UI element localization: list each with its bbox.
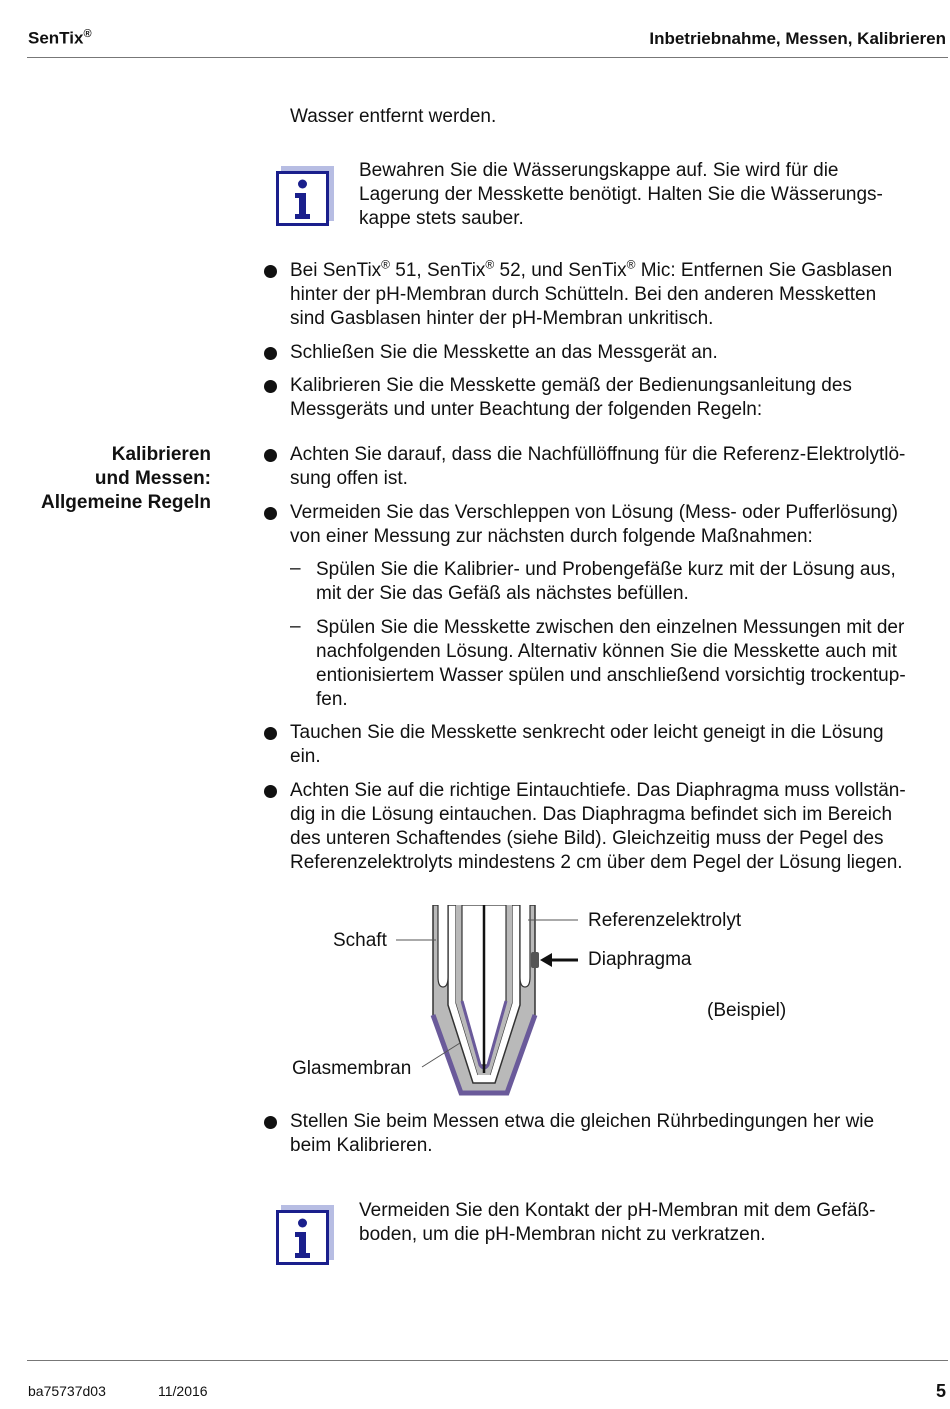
page-number: 5 [935, 1381, 946, 1401]
subrule-2-line-2: nachfolgenden Lösung. Alternativ können Sie die Messkette auch mit [316, 641, 897, 662]
rule-4-line-3: des unteren Schaftendes (siehe Bild). Gleichzeitig muss der Pegel des [290, 828, 884, 849]
section-title: Inbetriebnahme, Messen, Kalibrieren [649, 29, 946, 48]
bullet-marker [264, 347, 277, 360]
bullet-marker [264, 727, 277, 740]
bullet-gasblasen-line-3: sind Gasblasen hinter der pH-Membran unkritisch. [290, 308, 714, 329]
left-chamber [438, 905, 448, 987]
diaphragm-arrow-head [540, 953, 552, 967]
side-heading-line-1: Kalibrieren [111, 444, 211, 465]
figure-label-glasmembran: Glasmembran [292, 1058, 412, 1079]
subrule-spuelen-messkette [316, 616, 906, 712]
subrule-spuelen-gefaesse [316, 558, 896, 606]
bullet-gasblasen [290, 259, 892, 331]
rule-4-line-2: dig in die Lösung eintauchen. Das Diaphragma befindet sich im Bereich [290, 804, 893, 825]
info-icon [276, 166, 334, 226]
dash-marker: – [290, 558, 301, 579]
bullet-marker [264, 380, 277, 393]
bullet-kalibrieren-line-2: Messgeräts und unter Beachtung der folgenden Regeln: [290, 399, 763, 420]
bullet-gasblasen-line-2: hinter der pH-Membran durch Schütteln. Bei den anderen Messketten [290, 284, 877, 305]
footer-rule [27, 1360, 948, 1361]
header-rule [27, 57, 948, 58]
diaphragm-plug [531, 952, 539, 968]
info-note-2-line-2: boden, um die pH-Membran nicht zu verkratzen. [359, 1224, 766, 1245]
right-chamber [520, 905, 530, 987]
rule-2-line-1: Vermeiden Sie das Verschleppen von Lösung (Mess- oder Pufferlösung) [290, 502, 899, 523]
footer-doc-id: ba75737d03 [28, 1383, 106, 1399]
brand-name: SenTix [28, 28, 84, 48]
rule-1-line-1: Achten Sie darauf, dass die Nachfüllöffnung für die Referenz-Elektrolytlö- [290, 444, 906, 465]
subrule-2-line-4: fen. [316, 689, 348, 710]
rule-nachfuelloeffnung [290, 443, 905, 491]
rule-verschleppen [290, 501, 898, 549]
bullet-anschliessen: Schließen Sie die Messkette an das Messgerät an. [290, 342, 718, 363]
rule-3-line-1: Tauchen Sie die Messkette senkrecht oder leicht geneigt in die Lösung [290, 722, 884, 743]
rule-1-line-2: sung offen ist. [290, 468, 408, 489]
bullet-gasblasen-line-1: Bei SenTix® 51, SenTix® 52, und SenTix® Mic: Entfernen Sie Gasblasen [290, 257, 893, 281]
figure-label-diaphragma: Diaphragma [588, 949, 692, 970]
bullet-kalibrieren-line-1: Kalibrieren Sie die Messkette gemäß der Bedienungsanleitung des [290, 375, 852, 396]
bullet-kalibrieren [290, 374, 852, 422]
side-heading-line-3: Allgemeine Regeln [41, 492, 211, 513]
side-heading [41, 443, 211, 515]
rule-4-line-1: Achten Sie auf die richtige Eintauchtiefe. Das Diaphragma muss vollstän- [290, 780, 906, 801]
footer-date: 11/2016 [158, 1383, 208, 1399]
rule-ruehrbedingungen [290, 1110, 874, 1158]
info-icon [276, 1205, 334, 1265]
info-note-1-line-2: Lagerung der Messkette benötigt. Halten Sie die Wässerungs- [359, 184, 883, 205]
bullet-marker [264, 1116, 277, 1129]
rule-eintauchen [290, 721, 884, 769]
rule-5-line-1: Stellen Sie beim Messen etwa die gleichen Rührbedingungen her wie [290, 1111, 875, 1132]
bullet-marker [264, 507, 277, 520]
bullet-marker [264, 785, 277, 798]
bullet-marker [264, 449, 277, 462]
bullet-marker [264, 265, 277, 278]
subrule-2-line-3: entionisiertem Wasser spülen und anschließend vorsichtig trockentup- [316, 665, 906, 686]
subrule-1-line-1: Spülen Sie die Kalibrier- und Probengefäße kurz mit der Lösung aus, [316, 559, 896, 580]
info-note-2-line-1: Vermeiden Sie den Kontakt der pH-Membran mit dem Gefäß- [359, 1200, 876, 1221]
intro-line: Wasser entfernt werden. [290, 106, 497, 127]
subrule-1-line-2: mit der Sie das Gefäß als nächstes befüllen. [316, 583, 689, 604]
figure-label-beispiel: (Beispiel) [707, 1000, 787, 1021]
rule-5-line-2: beim Kalibrieren. [290, 1135, 433, 1156]
figure-label-referenzelektrolyt: Referenzelektrolyt [588, 910, 742, 931]
electrode-diagram [390, 905, 610, 1100]
side-heading-line-2: und Messen: [94, 468, 211, 489]
info-note-1-line-3: kappe stets sauber. [359, 208, 524, 229]
info-note-2 [359, 1199, 875, 1247]
rule-2-line-2: von einer Messung zur nächsten durch folgende Maßnahmen: [290, 526, 813, 547]
registered-mark: ® [83, 28, 92, 40]
dash-marker: – [290, 616, 301, 637]
rule-eintauchtiefe [290, 779, 906, 875]
info-note-1 [359, 159, 883, 231]
figure-label-schaft: Schaft [333, 930, 387, 951]
header-brand [28, 28, 92, 49]
rule-3-line-2: ein. [290, 746, 321, 767]
subrule-2-line-1: Spülen Sie die Messkette zwischen den einzelnen Messungen mit der [316, 617, 905, 638]
info-note-1-line-1: Bewahren Sie die Wässerungskappe auf. Sie wird für die [359, 160, 839, 181]
rule-4-line-4: Referenzelektrolyts mindestens 2 cm über dem Pegel der Lösung liegen. [290, 852, 903, 873]
